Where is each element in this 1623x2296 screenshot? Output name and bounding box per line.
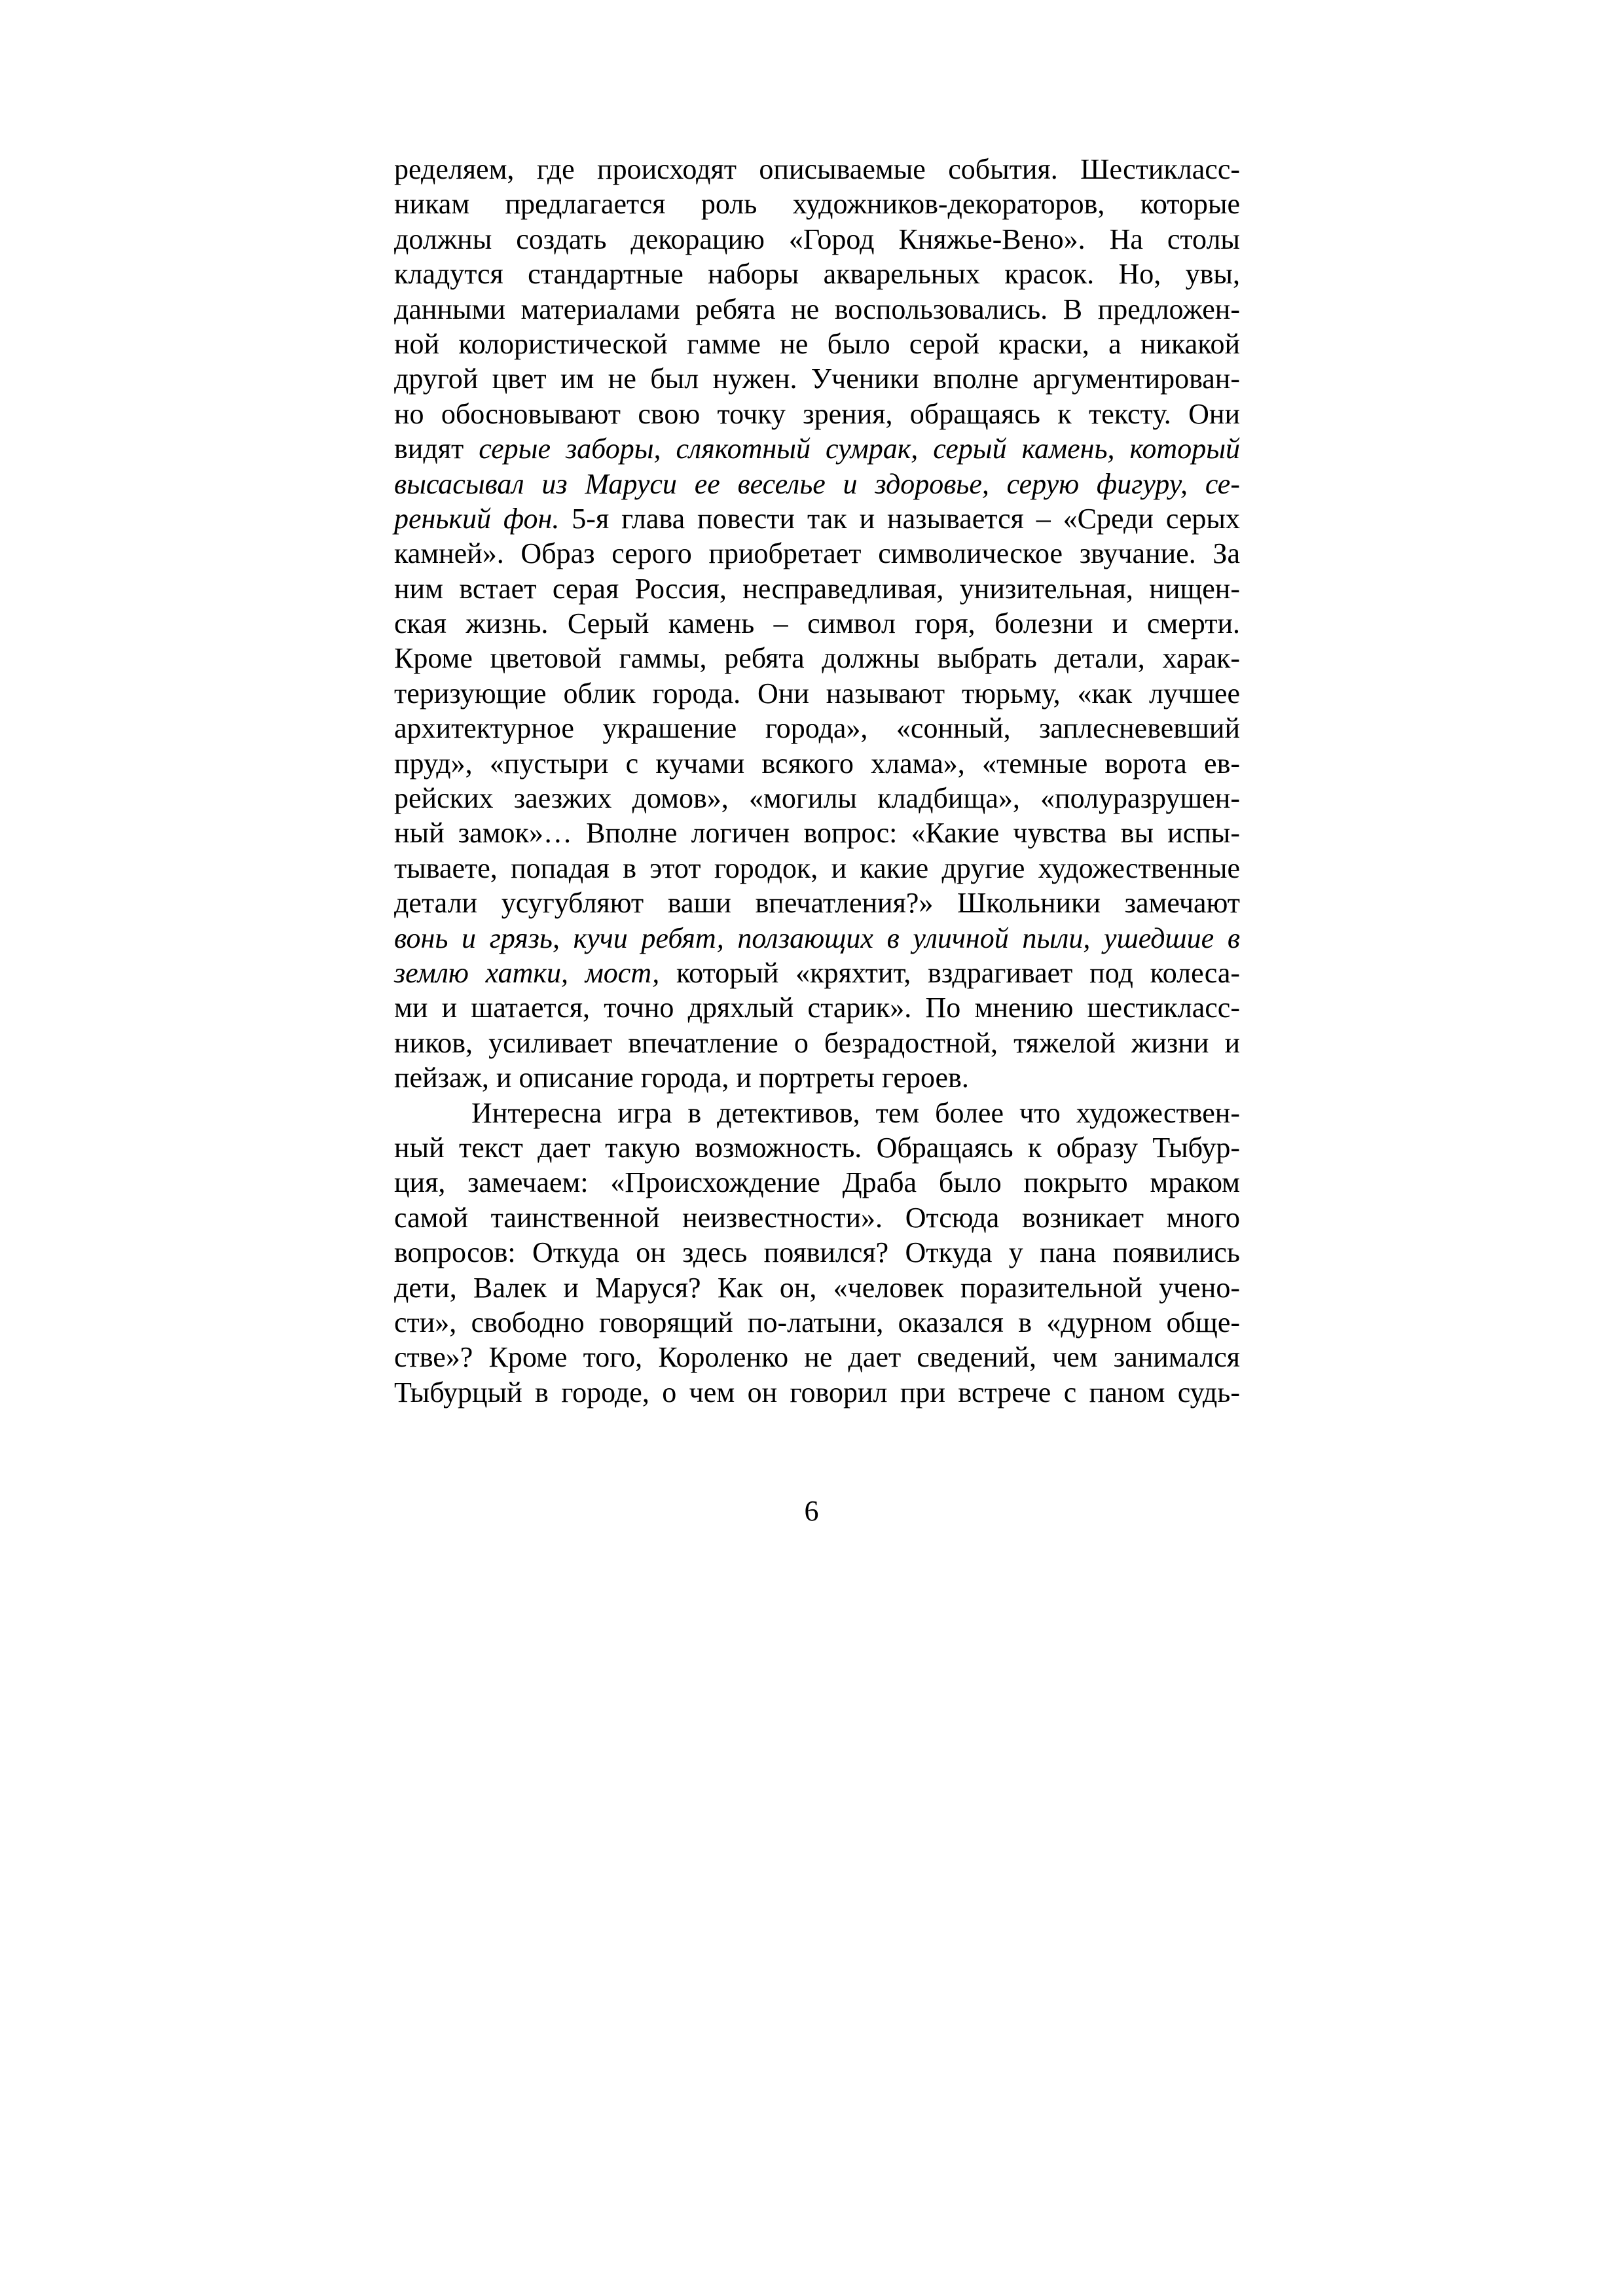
text-line: ская жизнь. Серый камень – символ горя, болезни и смерти.	[394, 607, 1240, 640]
text-line: дети, Валек и Маруся? Как он, «человек поразительной учено-	[394, 1271, 1240, 1304]
page-number: 6	[804, 1495, 819, 1527]
text-line: ный текст дает такую возможность. Обращаясь к образу Тыбур-	[394, 1131, 1240, 1164]
page-text	[394, 152, 1240, 1410]
paragraph	[394, 1096, 1240, 1410]
text-line: ределяем, где происходят описываемые события. Шестикласс-	[394, 153, 1240, 185]
text-line: ним встает серая Россия, несправедливая, унизительная, нищен-	[394, 572, 1240, 605]
text-line: сти», свободно говорящий по-латыни, оказался в «дурном обще-	[394, 1306, 1240, 1338]
text-line	[394, 921, 1240, 956]
italic-quote: ренький фон.	[394, 502, 560, 535]
text-line: никам предлагается роль художников-декораторов, которые	[394, 188, 1240, 221]
text-line: самой таинственной неизвестности». Отсюда возникает много	[394, 1201, 1240, 1234]
text-line: но обосновывают свою точку зрения, обращаясь к тексту. Они	[394, 397, 1240, 430]
text-line: пруд», «пустыри с кучами всякого хлама», «темные ворота ев-	[394, 747, 1240, 780]
text-line: должны создать декорацию «Город Княжье-Вено». На столы	[394, 223, 1240, 255]
italic-quote: землю хатки, мост,	[394, 956, 660, 989]
text-line: Интересна игра в детективов, тем более что художествен-	[471, 1096, 1240, 1129]
text-line: архитектурное украшение города», «сонный, заплесневевший	[394, 712, 1240, 745]
text-line: кладутся стандартные наборы акварельных красок. Но, увы,	[394, 258, 1240, 291]
italic-quote: высасывал из Маруси ее веселье и здоровье, серую фигуру, се-	[394, 467, 1240, 500]
text-line: стве»? Кроме того, Короленко не дает сведений, чем занимался	[394, 1341, 1240, 1374]
italic-quote: серые заборы, слякотный сумрак, серый камень, который	[479, 433, 1241, 465]
text-line: землю хатки, мост, который «кряхтит, вздрагивает под колеса-	[394, 956, 1240, 989]
text-line: пейзаж, и описание города, и портреты героев.	[394, 1062, 969, 1094]
text-line: ной колористической гамме не было серой краски, а никакой	[394, 327, 1240, 360]
text-line: другой цвет им не был нужен. Ученики вполне аргументирован-	[394, 363, 1240, 395]
text-line: теризующие облик города. Они называют тюрьму, «как лучшее	[394, 677, 1240, 709]
text-line: рейских заезжих домов», «могилы кладбища», «полуразрушен-	[394, 782, 1240, 815]
text-line: вопросов: Откуда он здесь появился? Откуда у пана появились	[394, 1236, 1240, 1269]
text-line: ников, усиливает впечатление о безрадостной, тяжелой жизни и	[394, 1026, 1240, 1059]
italic-quote: вонь и грязь, кучи ребят, ползающих в уличной пыли, ушедшие в	[394, 922, 1240, 954]
text-line: Кроме цветовой гаммы, ребята должны выбрать детали, харак-	[394, 642, 1240, 675]
text-line	[394, 467, 1240, 501]
text-line: ренький фон. 5-я глава повести так и называется – «Среди серых	[394, 502, 1240, 535]
text-line: камней». Образ серого приобретает символическое звучание. За	[394, 537, 1240, 570]
text-line: тываете, попадая в этот городок, и какие другие художественные	[394, 852, 1240, 884]
text-line: Тыбурцый в городе, о чем он говорил при встрече с паном судь-	[394, 1376, 1240, 1408]
text-line: видят серые заборы, слякотный сумрак, серый камень, который	[394, 433, 1241, 465]
text-line: ный замок»… Вполне логичен вопрос: «Какие чувства вы испы-	[394, 817, 1240, 850]
text-line: детали усугубляют ваши впечатления?» Школьники замечают	[394, 887, 1240, 920]
paragraph	[394, 152, 1240, 1096]
text-line: ми и шатается, точно дряхлый старик». По мнению шестикласс-	[394, 992, 1240, 1024]
text-line: данными материалами ребята не воспользовались. В предложен-	[394, 293, 1240, 325]
text-line: ция, замечаем: «Происхождение Драба было покрыто мраком	[394, 1166, 1240, 1199]
